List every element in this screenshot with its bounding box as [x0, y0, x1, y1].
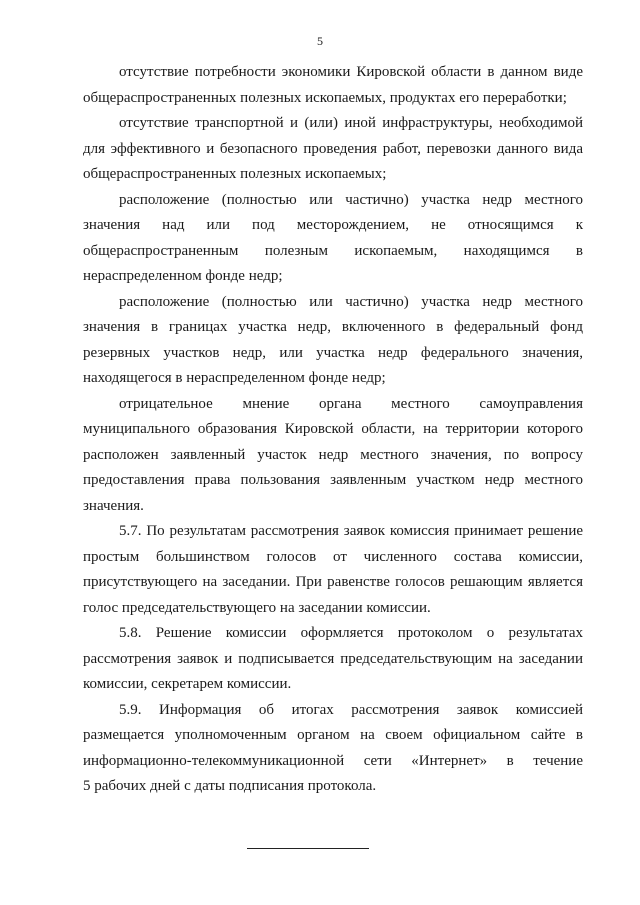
- paragraph-negative-opinion: [83, 392, 583, 520]
- text-line: значения в границах участка недр, включенного в федеральный фонд: [83, 319, 583, 335]
- page-number: 5: [317, 34, 323, 48]
- text-line: предоставления права пользования заявленным участком недр местного: [83, 472, 583, 488]
- text-line: расположение (полностью или частично) участка недр местного: [119, 293, 583, 310]
- text-line: резервных участков недр, или участка недр федерального значения,: [83, 344, 583, 361]
- text-line: голос председательствующего на заседании комиссии.: [83, 599, 431, 616]
- paragraph-no-demand: [83, 60, 583, 111]
- text-line: 5 рабочих дней с даты подписания протокола.: [83, 778, 377, 794]
- text-line: простым большинством голосов от численного состава комиссии,: [83, 548, 583, 565]
- text-line: 5.8. Решение комиссии оформляется протоколом о результатах: [119, 625, 583, 641]
- text-line: муниципального образования Кировской области, на территории которого: [83, 421, 583, 437]
- text-line: расположение (полностью или частично) участка недр местного: [119, 191, 583, 208]
- text-line: нераспределенном фонде недр;: [83, 268, 283, 284]
- closing-divider: [247, 848, 369, 849]
- text-line: для эффективного и безопасного проведения работ, перевозки данного вида: [83, 140, 583, 157]
- text-line: отсутствие транспортной и (или) иной инфраструктуры, необходимой: [119, 115, 583, 131]
- text-line: находящегося в нераспределенном фонде недр;: [83, 370, 386, 386]
- text-line: общераспространенным полезным ископаемым, находящимся в: [83, 242, 583, 259]
- clause-5-9: [83, 698, 583, 800]
- text-line: рассмотрения заявок и подписывается председательствующим на заседании: [83, 650, 583, 667]
- paragraph-location-over-deposit: [83, 188, 583, 290]
- text-line: отрицательное мнение органа местного самоуправления: [119, 395, 583, 412]
- text-line: присутствующего на заседании. При равенстве голосов решающим является: [83, 574, 583, 590]
- text-line: общераспространенных полезных ископаемых;: [83, 166, 387, 182]
- text-line: информационно-телекоммуникационной сети «Интернет» в течение: [83, 752, 583, 769]
- text-line: значения над или под месторождением, не относящимся к: [83, 217, 583, 233]
- paragraph-location-reserve-fund: [83, 290, 583, 392]
- clause-5-7: [83, 519, 583, 621]
- text-line: значения.: [83, 497, 144, 514]
- document-body: [83, 60, 583, 800]
- text-line: комиссии, секретарем комиссии.: [83, 676, 292, 692]
- text-line: расположен заявленный участок недр местного значения, по вопросу: [83, 446, 583, 463]
- text-line: размещается уполномоченным органом на своем официальном сайте в: [83, 727, 583, 743]
- clause-5-8: [83, 621, 583, 698]
- text-line: отсутствие потребности экономики Кировской области в данном виде: [119, 64, 583, 80]
- paragraph-no-infrastructure: [83, 111, 583, 188]
- text-line: общераспространенных полезных ископаемых, продуктах его переработки;: [83, 89, 567, 106]
- text-line: 5.7. По результатам рассмотрения заявок комиссия принимает решение: [119, 523, 583, 539]
- text-line: 5.9. Информация об итогах рассмотрения заявок комиссией: [119, 701, 583, 718]
